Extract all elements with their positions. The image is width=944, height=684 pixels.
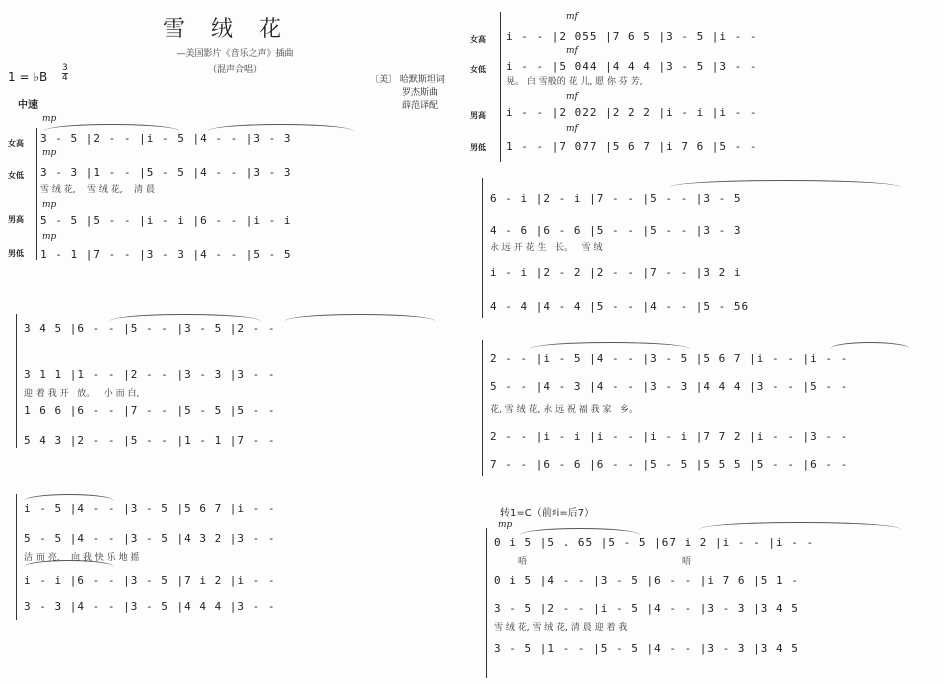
tenor-line: 1 6 6 |6 - - |7 - - |5 - 5 |5 - - [24, 404, 276, 417]
lyric-line: 花, 雪 绒 花, 永 远 祝 福 我 家 乡。 [490, 405, 639, 415]
system-2 [0, 314, 470, 454]
subtitle: —美国影片《音乐之声》插曲 [176, 49, 294, 59]
lyric-line: 晃。 白 雪般的 花 儿, 愿 你 芬 芳, [506, 77, 643, 87]
lyric-line: 雪 绒 花, 雪 绒 花, 清 晨 迎 着 我 [494, 623, 628, 633]
meter-bottom: 4 [62, 73, 68, 83]
dynamic-mp: mp [498, 520, 513, 530]
hum-syllable: 唔 [518, 557, 528, 567]
bass-line: 5 4 3 |2 - - |5 - - |1 - 1 |7 - - [24, 434, 276, 447]
key-signature: 1 = ♭B [8, 70, 48, 84]
lyric-line: 洁 而 亮, 向 我 快 乐 地 摇 [24, 553, 140, 563]
dynamic-mf: mf [566, 92, 578, 102]
system-6 [470, 340, 940, 480]
system-7 [470, 502, 940, 682]
credit-lyricist: 〔美〕 哈默斯坦词 [370, 75, 445, 85]
part-label-alto: 女低 [8, 171, 24, 180]
dynamic-mp: mp [42, 148, 57, 158]
dynamic-mf: mf [566, 124, 578, 134]
tenor-line: 3 - 5 |2 - - |i - 5 |4 - - |3 - 3 |3 4 5 [494, 602, 799, 615]
system-4 [470, 12, 940, 162]
bass-line: 3 - 3 |4 - - |3 - 5 |4 4 4 |3 - - [24, 600, 276, 613]
dynamic-mp: mp [42, 232, 57, 242]
tenor-line: 5 - 5 |5 - - |i - i |6 - - |i - i [40, 214, 292, 227]
dynamic-mf: mf [566, 12, 578, 22]
song-title: 雪绒花 [162, 17, 307, 42]
tempo-mark: 中速 [18, 100, 38, 111]
dynamic-mp: mp [42, 200, 57, 210]
system-3 [0, 494, 470, 624]
arrangement-mode: （混声合唱） [207, 65, 262, 75]
alto-line: 5 - - |4 - 3 |4 - - |3 - 3 |4 4 4 |3 - - |5 - - [490, 380, 849, 393]
bass-line: 1 - - |7 077 |5 6 7 |i 7 6 |5 - - [506, 140, 758, 153]
system-1 [0, 110, 470, 270]
part-label-tenor: 男高 [470, 111, 486, 120]
meter-top: 3 [62, 63, 68, 73]
soprano-line: 2 - - |i - 5 |4 - - |3 - 5 |5 6 7 |i - - |i - - [490, 352, 849, 365]
bass-line: 1 - 1 |7 - - |3 - 3 |4 - - |5 - 5 [40, 248, 292, 261]
alto-line: i - - |5 044 |4 4 4 |3 - 5 |3 - - [506, 60, 758, 73]
alto-line: 3 - 3 |1 - - |5 - 5 |4 - - |3 - 3 [40, 166, 292, 179]
time-signature [62, 64, 68, 83]
lyric-line: 雪 绒 花, 雪 绒 花, 清 晨 [40, 185, 155, 195]
lyric-line: 迎 着 我 开 放。 小 而 白, [24, 389, 140, 399]
alto-line: 4 - 6 |6 - 6 |5 - - |5 - - |3 - 3 [490, 224, 742, 237]
part-label-tenor: 男高 [8, 215, 24, 224]
dynamic-mp: mp [42, 114, 57, 124]
soprano-line: 6 - i |2 - i |7 - - |5 - - |3 - 5 [490, 192, 742, 205]
system-5 [470, 178, 940, 324]
dynamic-mf: mf [566, 46, 578, 56]
lyric-line: 永 远 开 花 生 长。 雪 绒 [490, 243, 603, 253]
part-label-bass: 男低 [8, 249, 24, 258]
modulation-mark: 转1=C（前♯i=后7） [500, 508, 595, 519]
part-label-alto: 女低 [470, 65, 486, 74]
hum-syllable: 唔 [682, 557, 692, 567]
credit-composer: 罗杰斯曲 [402, 88, 439, 98]
alto-line: 3 1 1 |1 - - |2 - - |3 - 3 |3 - - [24, 368, 276, 381]
bass-line: 4 - 4 |4 - 4 |5 - - |4 - - |5 - 56 [490, 300, 750, 313]
part-label-soprano: 女高 [470, 35, 486, 44]
bass-line: 3 - 5 |1 - - |5 - 5 |4 - - |3 - 3 |3 4 5 [494, 642, 799, 655]
part-label-soprano: 女高 [8, 139, 24, 148]
soprano-line: 3 - 5 |2 - - |i - 5 |4 - - |3 - 3 [40, 132, 292, 145]
tenor-line: 2 - - |i - i |i - - |i - i |7 7 2 |i - - |3 - - [490, 430, 849, 443]
tenor-line: i - i |6 - - |3 - 5 |7 i 2 |i - - [24, 574, 276, 587]
tenor-line: i - i |2 - 2 |2 - - |7 - - |3 2 i [490, 266, 742, 279]
tenor-line: i - - |2 022 |2 2 2 |i - i |i - - [506, 106, 758, 119]
part-label-bass: 男低 [470, 143, 486, 152]
credit-translator: 薛范译配 [402, 101, 439, 111]
alto-line: 0 i 5 |4 - - |3 - 5 |6 - - |i 7 6 |5 1 - [494, 574, 799, 587]
soprano-line: i - 5 |4 - - |3 - 5 |5 6 7 |i - - [24, 502, 276, 515]
bass-line: 7 - - |6 - 6 |6 - - |5 - 5 |5 5 5 |5 - - |6 - - [490, 458, 849, 471]
soprano-line: 3 4 5 |6 - - |5 - - |3 - 5 |2 - - [24, 322, 276, 335]
soprano-line: 0 i 5 |5 . 65 |5 - 5 |67 i 2 |i - - |i - - [494, 536, 815, 549]
credits [370, 72, 470, 111]
alto-line: 5 - 5 |4 - - |3 - 5 |4 3 2 |3 - - [24, 532, 276, 545]
soprano-line: i - - |2 055 |7 6 5 |3 - 5 |i - - [506, 30, 758, 43]
